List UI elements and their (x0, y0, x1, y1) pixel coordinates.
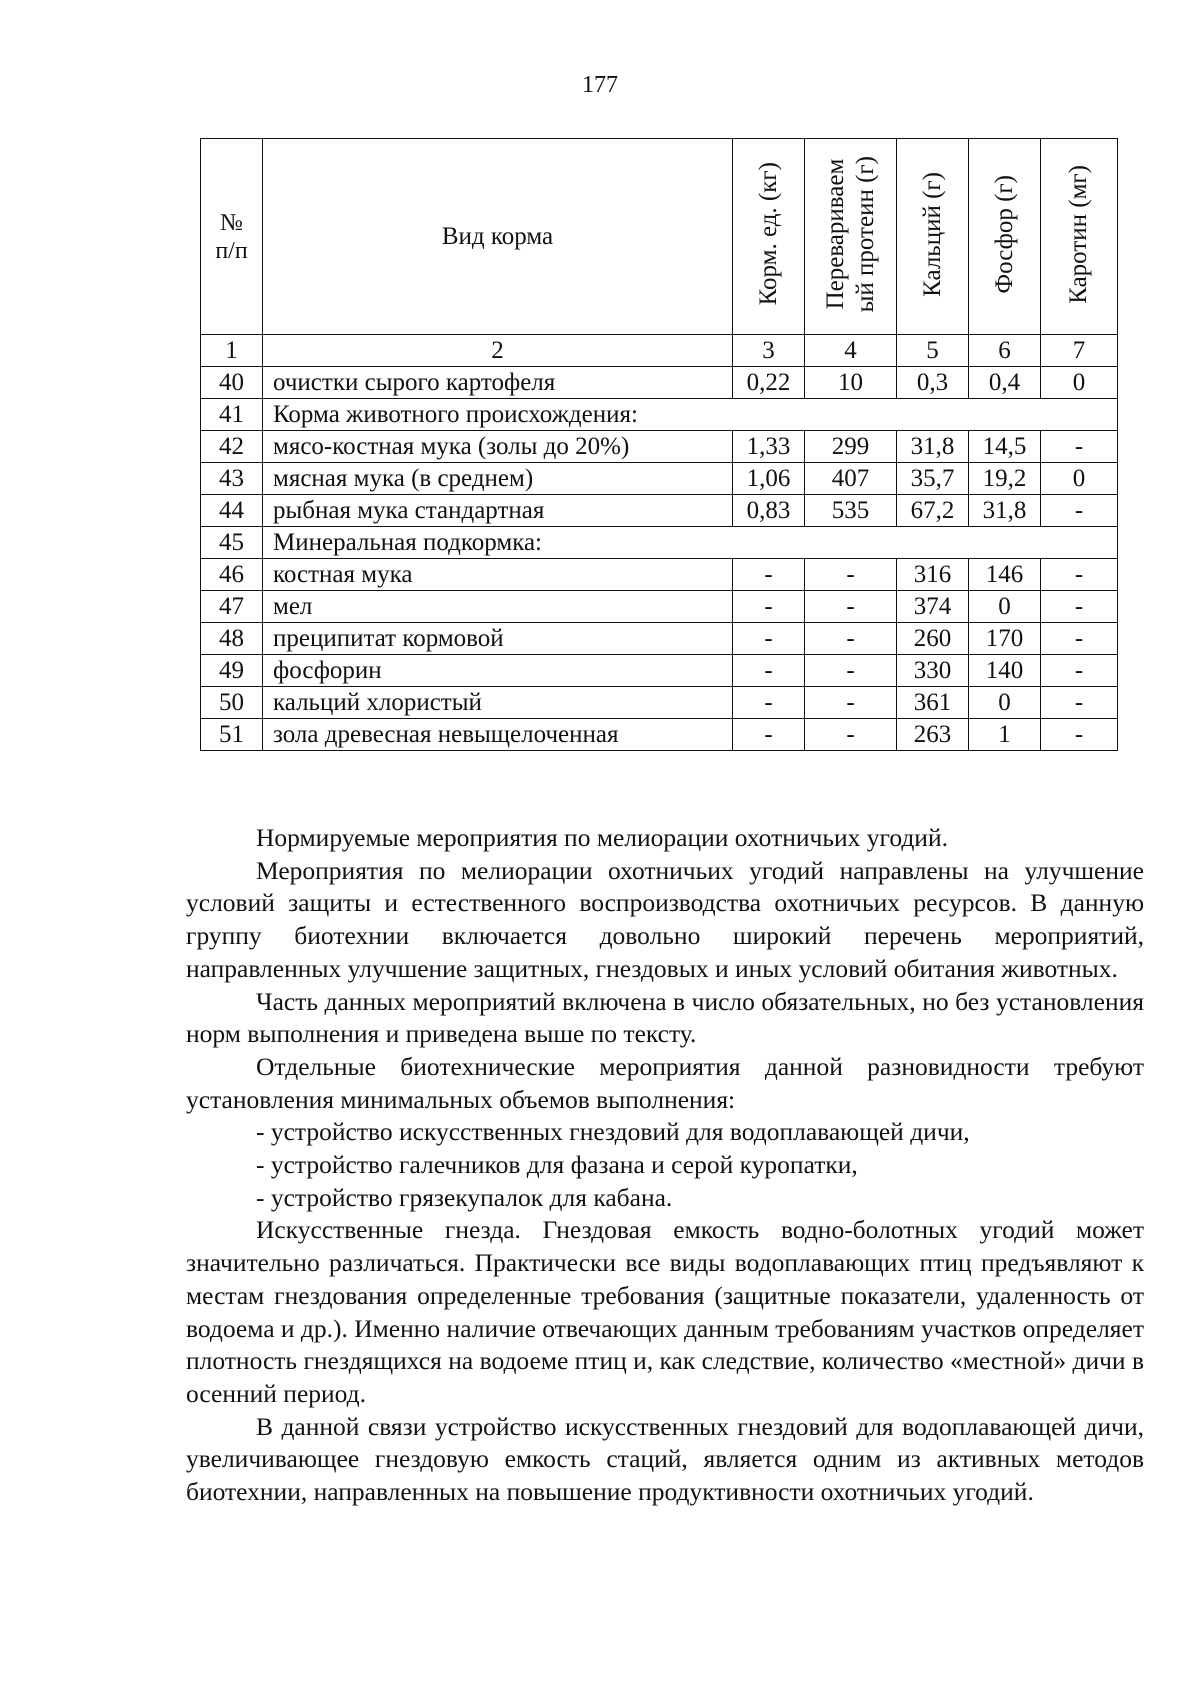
feed-units-cell: 0,83 (733, 495, 805, 527)
list-item: - устройство грязекупалок для кабана. (256, 1182, 673, 1212)
carotene-cell: - (1041, 559, 1118, 591)
row-number-cell: 48 (201, 623, 263, 655)
table-row (201, 399, 1118, 431)
column-number-row (201, 335, 1118, 367)
carotene-cell: - (1041, 655, 1118, 687)
carotene-cell: - (1041, 719, 1118, 751)
calcium-cell: 67,2 (897, 495, 969, 527)
feed-units-cell: - (733, 559, 805, 591)
feed-units-cell: - (733, 719, 805, 751)
header-calcium: Кальций (г) (897, 139, 969, 335)
carotene-cell: 0 (1041, 367, 1118, 399)
feed-name-cell: мясная мука (в среднем) (263, 463, 733, 495)
table-row (201, 431, 1118, 463)
feed-name-cell: костная мука (263, 559, 733, 591)
feed-units-cell: - (733, 655, 805, 687)
feed-units-cell: 0,22 (733, 367, 805, 399)
feed-units-cell: - (733, 623, 805, 655)
phosphorus-cell: 19,2 (969, 463, 1041, 495)
header-num: № п/п (201, 139, 263, 335)
protein-cell: - (805, 655, 897, 687)
phosphorus-cell: 146 (969, 559, 1041, 591)
row-number-cell: 50 (201, 687, 263, 719)
table-header-row (201, 139, 1118, 335)
column-number: 3 (733, 335, 805, 367)
paragraph: Мероприятия по мелиорации охотничьих угодий направлены на улучшение условий защиты и естественного воспроизводства охотничьих ресурсов. В данную группу биотехнии включается довольно широкий перечень мероприятий, направленных улучшение защитных, гнездовых и иных условий обитания животных. (186, 855, 1144, 983)
row-number-cell: 49 (201, 655, 263, 687)
section-heading: Нормируемые мероприятия по мелиорации охотничьих угодий. (256, 823, 948, 852)
table-row (201, 559, 1118, 591)
paragraph: Часть данных мероприятий включена в число обязательных, но без установления норм выполнения и приведена выше по тексту. (186, 986, 1144, 1049)
list-item: - устройство искусственных гнездовий для водоплавающей дичи, (256, 1117, 970, 1147)
feed-units-cell: 1,06 (733, 463, 805, 495)
calcium-cell: 260 (897, 623, 969, 655)
phosphorus-cell: 0 (969, 591, 1041, 623)
carotene-cell: - (1041, 687, 1118, 719)
phosphorus-cell: 0 (969, 687, 1041, 719)
carotene-cell: 0 (1041, 463, 1118, 495)
header-phosphorus: Фосфор (г) (969, 139, 1041, 335)
table-body (201, 335, 1118, 751)
table-row (201, 463, 1118, 495)
column-number: 2 (263, 335, 733, 367)
table-row (201, 495, 1118, 527)
section-title-cell: Минеральная подкормка: (263, 527, 1118, 559)
table-row (201, 719, 1118, 751)
row-number-cell: 41 (201, 399, 263, 431)
protein-cell: - (805, 559, 897, 591)
protein-cell: 407 (805, 463, 897, 495)
protein-cell: - (805, 623, 897, 655)
table-row (201, 591, 1118, 623)
calcium-cell: 361 (897, 687, 969, 719)
row-number-cell: 47 (201, 591, 263, 623)
row-number-cell: 46 (201, 559, 263, 591)
feed-name-cell: фосфорин (263, 655, 733, 687)
paragraph: Отдельные биотехнические мероприятия данной разновидности требуют установления минимальных объемов выполнения: (186, 1051, 1144, 1114)
feed-units-cell: - (733, 687, 805, 719)
calcium-cell: 35,7 (897, 463, 969, 495)
row-number-cell: 45 (201, 527, 263, 559)
phosphorus-cell: 31,8 (969, 495, 1041, 527)
protein-cell: - (805, 719, 897, 751)
feed-name-cell: рыбная мука стандартная (263, 495, 733, 527)
table-row (201, 687, 1118, 719)
carotene-cell: - (1041, 431, 1118, 463)
feed-name-cell: мясо-костная мука (золы до 20%) (263, 431, 733, 463)
protein-cell: 299 (805, 431, 897, 463)
header-kind: Вид корма (263, 139, 733, 335)
row-number-cell: 42 (201, 431, 263, 463)
feed-name-cell: мел (263, 591, 733, 623)
calcium-cell: 0,3 (897, 367, 969, 399)
column-number: 1 (201, 335, 263, 367)
feed-composition-table (200, 138, 1118, 751)
feed-name-cell: кальций хлористый (263, 687, 733, 719)
phosphorus-cell: 140 (969, 655, 1041, 687)
calcium-cell: 374 (897, 591, 969, 623)
row-number-cell: 51 (201, 719, 263, 751)
phosphorus-cell: 14,5 (969, 431, 1041, 463)
section-title-cell: Корма животного происхождения: (263, 399, 1118, 431)
calcium-cell: 263 (897, 719, 969, 751)
protein-cell: 10 (805, 367, 897, 399)
feed-units-cell: 1,33 (733, 431, 805, 463)
table-row (201, 623, 1118, 655)
calcium-cell: 31,8 (897, 431, 969, 463)
header-protein: Перевариваем ый протеин (г) (805, 139, 897, 335)
calcium-cell: 330 (897, 655, 969, 687)
header-feed-units: Корм. ед. (кг) (733, 139, 805, 335)
column-number: 7 (1041, 335, 1118, 367)
table-row (201, 655, 1118, 687)
phosphorus-cell: 170 (969, 623, 1041, 655)
column-number: 6 (969, 335, 1041, 367)
feed-name-cell: преципитат кормовой (263, 623, 733, 655)
protein-cell: 535 (805, 495, 897, 527)
carotene-cell: - (1041, 495, 1118, 527)
calcium-cell: 316 (897, 559, 969, 591)
feed-name-cell: очистки сырого картофеля (263, 367, 733, 399)
list-item: - устройство галечников для фазана и серой куропатки, (256, 1150, 858, 1180)
page-number: 177 (582, 72, 618, 98)
protein-cell: - (805, 687, 897, 719)
row-number-cell: 44 (201, 495, 263, 527)
carotene-cell: - (1041, 591, 1118, 623)
phosphorus-cell: 1 (969, 719, 1041, 751)
column-number: 4 (805, 335, 897, 367)
paragraph: В данной связи устройство искусственных гнездовий для водоплавающей дичи, увеличивающее гнездовую емкость стаций, является одним из активных методов биотехнии, направленных на повышение продуктивности охотничьих угодий. (186, 1411, 1144, 1507)
row-number-cell: 43 (201, 463, 263, 495)
header-carotene: Каротин (мг) (1041, 139, 1118, 335)
table-row (201, 367, 1118, 399)
feed-units-cell: - (733, 591, 805, 623)
column-number: 5 (897, 335, 969, 367)
feed-name-cell: зола древесная невыщелоченная (263, 719, 733, 751)
carotene-cell: - (1041, 623, 1118, 655)
row-number-cell: 40 (201, 367, 263, 399)
phosphorus-cell: 0,4 (969, 367, 1041, 399)
table-row (201, 527, 1118, 559)
paragraph: Искусственные гнезда. Гнездовая емкость водно-болотных угодий может значительно различаться. Практически все виды водоплавающих птиц предъявляют к местам гнездования определенные требования (защитные показатели, удаленность от водоема и др.). Именно наличие отвечающих данным требованиям участков определяет плотность гнездящихся на водоеме птиц и, как следствие, количество «местной» дичи в осенний период. (186, 1215, 1144, 1408)
body-text (186, 822, 1144, 1509)
protein-cell: - (805, 591, 897, 623)
